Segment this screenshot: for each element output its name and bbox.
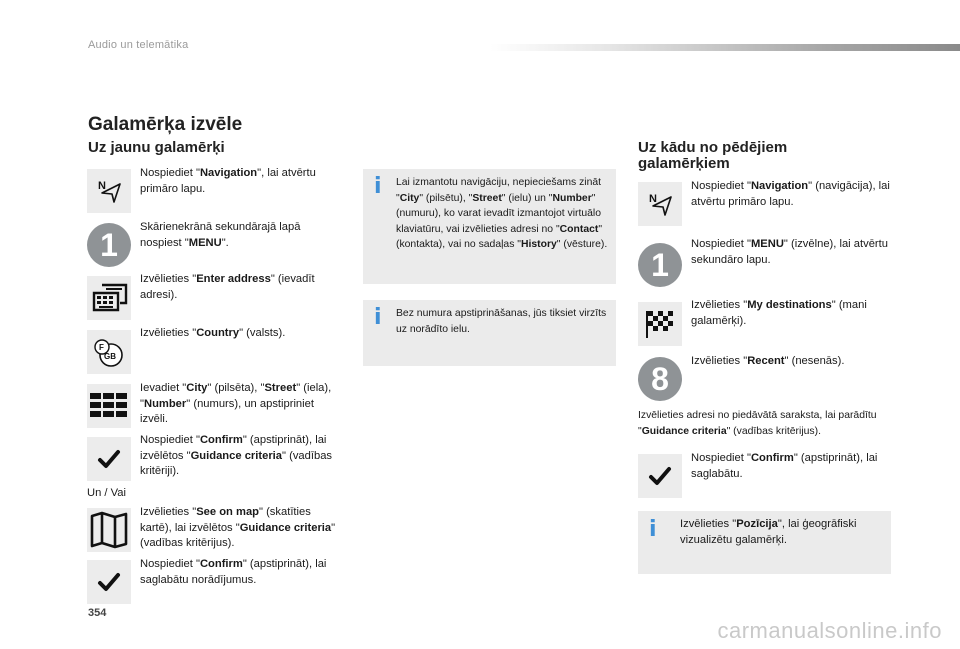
right-heading-line: Uz kādu no pēdējiem xyxy=(638,139,788,156)
ui-term: Number xyxy=(143,397,187,410)
text-run: " (apstiprināt), lai saglabātu. xyxy=(691,452,878,480)
or-label: Un / Vai xyxy=(87,487,126,499)
text-run: " (numuru), ko varat ievadīt izmantojot virtuālo klaviatūru, vai izvēlieties adresi no " xyxy=(396,192,602,235)
checkered-flag-icon xyxy=(638,302,682,346)
ui-term: City xyxy=(399,192,420,204)
text-run: Nospiediet " xyxy=(691,238,751,250)
step-text xyxy=(140,557,340,588)
text-run: " (iela), " xyxy=(140,382,332,410)
keyboard-address-icon xyxy=(87,276,131,320)
info-icon: i xyxy=(649,517,657,542)
ui-term: Navigation xyxy=(750,180,809,192)
text-run: Nospiediet " xyxy=(691,180,751,192)
select-address-text xyxy=(638,408,893,439)
text-run: ", lai ģeogrāfiski vizualizētu galamērķi. xyxy=(680,518,857,546)
info-note xyxy=(363,300,616,366)
text-run: Izvēlieties " xyxy=(691,299,748,311)
note-text xyxy=(396,306,608,337)
ui-term: Contact xyxy=(559,223,599,235)
ui-term: Guidance criteria xyxy=(641,425,727,437)
text-run: Izvēlieties " xyxy=(140,506,197,518)
step-text xyxy=(140,505,340,552)
country-flag-icon xyxy=(87,330,131,374)
text-run: " (vadības kritērijus). xyxy=(140,521,336,549)
text-run: Skārienekrānā sekundārajā lapā nospiest " xyxy=(140,221,301,249)
right-heading-line: galamērķiem xyxy=(638,155,730,172)
country-f-label: F xyxy=(99,343,104,352)
watermark: carmanualsonline.info xyxy=(717,618,942,643)
ui-term: Confirm xyxy=(750,452,794,464)
section-header: Audio un telemātika xyxy=(88,39,189,51)
text-run: " (numurs), un apstipriniet izvēli. xyxy=(140,397,314,425)
text-run: " (pilsētu), " xyxy=(419,192,473,204)
step-text xyxy=(140,166,340,197)
svg-text:N: N xyxy=(98,180,106,192)
step-text xyxy=(691,179,891,210)
text-run: Ievadiet " xyxy=(140,382,187,394)
checkmark-icon xyxy=(87,560,131,604)
info-icon: i xyxy=(374,305,382,330)
step-number-badge: 1 xyxy=(638,243,682,287)
text-run: " (ielu) un " xyxy=(501,192,553,204)
text-run: " (kontakta), vai no sadaļas " xyxy=(396,223,603,250)
ui-term: My destinations xyxy=(747,299,832,311)
text-run: " (navigācija), lai atvērtu primāro lapu. xyxy=(691,180,890,208)
step-text xyxy=(140,272,340,303)
text-run: " (pilsēta), " xyxy=(207,382,265,394)
text-run: " (apstiprināt), lai saglabātu norādījumus. xyxy=(140,558,327,586)
text-run: Izvēlieties " xyxy=(691,355,748,367)
ui-term: Recent xyxy=(747,355,785,367)
info-icon: i xyxy=(374,174,382,199)
header-gradient-bar xyxy=(490,44,960,51)
text-run: Nospiediet " xyxy=(140,167,200,179)
navigation-arrow-icon xyxy=(638,182,682,226)
ui-term: Guidance criteria xyxy=(239,521,332,534)
text-run: " (nesenās). xyxy=(784,355,845,367)
text-run: " (valsts). xyxy=(239,327,286,339)
ui-term: Guidance criteria xyxy=(190,449,283,462)
info-note xyxy=(363,169,616,284)
ui-term: City xyxy=(186,382,208,394)
info-note xyxy=(638,511,891,574)
svg-text:N: N xyxy=(649,193,657,205)
text-run: Izvēlieties " xyxy=(140,327,197,339)
grid-keyboard-icon xyxy=(87,384,131,428)
text-run: Nospiediet " xyxy=(140,434,200,446)
text-run: ". xyxy=(221,236,229,249)
text-run: Izvēlieties " xyxy=(140,273,197,285)
checkmark-icon xyxy=(638,454,682,498)
navigation-arrow-icon xyxy=(87,169,131,213)
text-run: " (skatīties kartē), lai izvēlētos " xyxy=(140,506,311,534)
ui-term: See on map xyxy=(196,506,259,518)
right-heading xyxy=(638,140,787,172)
country-gb-label: GB xyxy=(104,352,116,361)
ui-term: Confirm xyxy=(199,434,243,446)
ui-term: Enter address xyxy=(196,273,271,285)
text-run: " (izvēlne), lai atvērtu sekundāro lapu. xyxy=(691,238,888,266)
text-run: Bez numura apstiprināšanas, jūs tiksiet virzīts uz norādīto ielu. xyxy=(396,308,607,335)
text-run: Izvēlieties adresi no piedāvātā saraksta, lai parādītu " xyxy=(638,410,877,437)
step-text xyxy=(140,381,340,428)
text-run: " (vadības kritēriji). xyxy=(140,449,333,477)
step-text xyxy=(140,326,340,342)
note-text xyxy=(396,175,608,253)
ui-term: Street xyxy=(472,192,502,204)
ui-term: Street xyxy=(264,382,297,394)
step-text xyxy=(140,433,340,480)
text-run: " (mani galamērķi). xyxy=(691,299,867,327)
step-text xyxy=(691,354,891,370)
step-text xyxy=(140,220,340,251)
page-number: 354 xyxy=(88,607,107,619)
step-number-badge: 1 xyxy=(87,223,131,267)
ui-term: Confirm xyxy=(199,558,243,570)
step-text xyxy=(691,298,891,329)
checkmark-icon xyxy=(87,437,131,481)
text-run: Izvēlieties " xyxy=(680,518,737,530)
step-number-badge: 8 xyxy=(638,357,682,401)
left-heading: Uz jaunu galamērķi xyxy=(88,139,225,156)
text-run: " (ievadīt adresi). xyxy=(140,273,315,301)
text-run: Nospiediet " xyxy=(140,558,200,570)
ui-term: Country xyxy=(196,327,240,339)
text-run: Nospiediet " xyxy=(691,452,751,464)
ui-term: Pozīcija xyxy=(736,518,778,530)
step-text xyxy=(691,237,891,268)
text-run: " (apstiprināt), lai izvēlētos " xyxy=(140,434,327,462)
page-title: Galamērķa izvēle xyxy=(88,114,243,135)
ui-term: Navigation xyxy=(199,167,258,179)
step-text xyxy=(691,451,891,482)
ui-term: Number xyxy=(552,192,592,204)
ui-term: MENU xyxy=(188,236,222,249)
text-run: " (vadības kritērijus). xyxy=(726,425,821,437)
map-icon xyxy=(87,508,131,552)
text-run: " (vēsture). xyxy=(556,239,608,250)
text-run: ", lai atvērtu primāro lapu. xyxy=(140,167,316,195)
ui-term: History xyxy=(520,239,557,250)
note-text xyxy=(680,517,880,548)
ui-term: MENU xyxy=(750,238,784,250)
text-run: Lai izmantotu navigāciju, nepieciešams zināt " xyxy=(396,177,602,204)
